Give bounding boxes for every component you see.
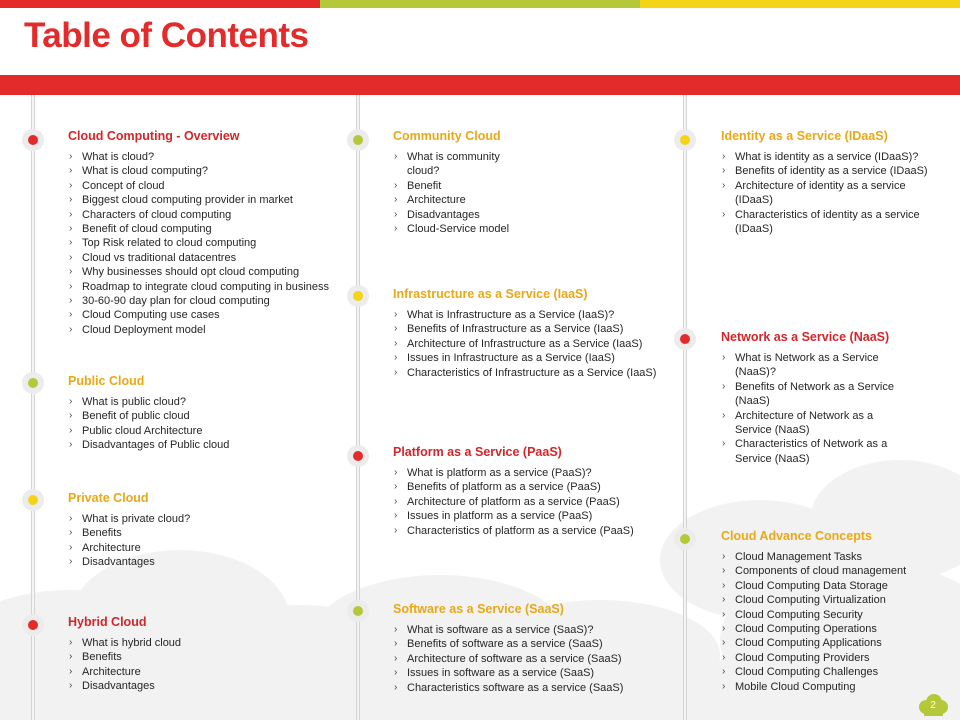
chevron-right-icon: › [722, 551, 726, 562]
chevron-right-icon: › [722, 579, 726, 591]
item-list [68, 636, 338, 694]
chevron-right-icon: › [394, 309, 398, 320]
list-item [721, 579, 946, 593]
chevron-right-icon: › [394, 151, 398, 162]
section-public-cloud [68, 374, 338, 453]
section-private-cloud [68, 491, 338, 570]
list-item [68, 193, 338, 207]
chevron-right-icon: › [69, 637, 73, 648]
list-item-text: Issues in Infrastructure as a Service (IaaS) [407, 352, 615, 365]
section-hybrid-cloud [68, 615, 338, 694]
list-item [68, 323, 338, 337]
list-item-text: Characteristics of Infrastructure as a Service (IaaS) [407, 366, 657, 379]
list-item-text: Benefits of Network as a Service (NaaS) [735, 380, 894, 408]
list-item [721, 437, 911, 466]
list-item-text: What is private cloud? [82, 513, 191, 525]
list-item-text: What is platform as a service (PaaS)? [407, 467, 592, 479]
list-item-text: What is cloud? [82, 151, 155, 163]
chevron-right-icon: › [69, 665, 73, 677]
chevron-right-icon: › [394, 337, 398, 349]
list-item [393, 193, 533, 207]
section-title: Public Cloud [68, 374, 145, 388]
list-item [721, 550, 946, 564]
chevron-right-icon: › [394, 524, 398, 536]
chevron-right-icon: › [722, 380, 726, 392]
section-title: Identity as a Service (IDaaS) [721, 129, 888, 143]
list-item [68, 265, 338, 279]
section-title: Infrastructure as a Service (IaaS) [393, 287, 588, 301]
timeline-dot [347, 129, 369, 151]
timeline-dot [674, 328, 696, 350]
chevron-right-icon: › [394, 681, 398, 693]
chevron-right-icon: › [394, 323, 398, 335]
section-title: Cloud Computing - Overview [68, 129, 240, 143]
list-item [393, 524, 673, 538]
chevron-right-icon: › [69, 396, 73, 407]
section-cloud-advance [721, 529, 946, 694]
list-item [721, 380, 911, 409]
list-item-text: Architecture [407, 194, 466, 207]
list-item-text: Mobile Cloud Computing [735, 680, 856, 693]
list-item-text: Architecture of Network as a Service (NaaS) [735, 409, 874, 437]
list-item-text: Concept of cloud [82, 179, 165, 192]
list-item [721, 208, 946, 237]
list-item-text: What is identity as a service (IDaaS)? [735, 151, 919, 163]
timeline-dot [22, 372, 44, 394]
list-item-text: Cloud Computing Data Storage [735, 579, 888, 592]
chevron-right-icon: › [394, 652, 398, 664]
list-item [721, 593, 946, 607]
chevron-right-icon: › [394, 194, 398, 206]
list-item [68, 665, 338, 679]
list-item-text: Public cloud Architecture [82, 424, 203, 437]
chevron-right-icon: › [722, 651, 726, 663]
list-item-text: Disadvantages [82, 556, 155, 569]
list-item-text: Architecture [82, 541, 141, 554]
list-item [68, 150, 338, 164]
list-item-text: Architecture [82, 665, 141, 678]
chevron-right-icon: › [722, 409, 726, 421]
list-item-text: Characteristics of identity as a service (IDaaS) [735, 208, 920, 236]
list-item-text: Architecture of Infrastructure as a Service (IaaS) [407, 337, 643, 350]
chevron-right-icon: › [722, 666, 726, 678]
chevron-right-icon: › [69, 280, 73, 292]
timeline-dot [674, 528, 696, 550]
chevron-right-icon: › [394, 223, 398, 235]
list-item-text: Cloud Computing Providers [735, 651, 870, 664]
list-item-text: Issues in software as a service (SaaS) [407, 667, 595, 680]
list-item [393, 308, 673, 322]
list-item [68, 179, 338, 193]
list-item [721, 179, 946, 208]
list-item-text: Architecture of identity as a service (IDaaS) [735, 179, 906, 207]
section-iaas [393, 287, 673, 380]
list-item-text: What is software as a service (SaaS)? [407, 624, 594, 636]
list-item-text: 30-60-90 day plan for cloud computing [82, 295, 270, 308]
section-paas [393, 445, 673, 538]
list-item [393, 322, 673, 336]
chevron-right-icon: › [69, 410, 73, 422]
section-naas [721, 330, 911, 466]
list-item-text: Architecture of platform as a service (PaaS) [407, 495, 620, 508]
page-number-badge [916, 692, 950, 718]
timeline-dot [347, 285, 369, 307]
list-item [721, 665, 946, 679]
chevron-right-icon: › [394, 667, 398, 679]
list-item [721, 636, 946, 650]
list-item [721, 608, 946, 622]
timeline-line-right [683, 95, 687, 720]
list-item-text: What is Network as a Service (NaaS)? [735, 352, 879, 379]
chevron-right-icon: › [69, 295, 73, 307]
list-item [68, 308, 338, 322]
list-item [721, 409, 911, 438]
list-item-text: Cloud-Service model [407, 223, 510, 236]
list-item-text: Characteristics of Network as a Service (NaaS) [735, 438, 888, 465]
section-title: Private Cloud [68, 491, 149, 505]
list-item-text: Cloud Computing use cases [82, 309, 220, 322]
chevron-right-icon: › [69, 323, 73, 335]
list-item [393, 466, 673, 480]
chevron-right-icon: › [69, 179, 73, 191]
list-item-text: Roadmap to integrate cloud computing in business [82, 280, 330, 293]
list-item [68, 251, 338, 265]
chevron-right-icon: › [69, 251, 73, 263]
timeline-dot [22, 489, 44, 511]
section-saas [393, 602, 673, 695]
list-item [393, 337, 673, 351]
chevron-right-icon: › [69, 651, 73, 663]
list-item [68, 438, 338, 452]
list-item-text: Biggest cloud computing provider in market [82, 194, 293, 207]
list-item-text: Characteristics of platform as a service (PaaS) [407, 524, 634, 537]
list-item [721, 351, 911, 380]
chevron-right-icon: › [394, 638, 398, 650]
timeline-dot [347, 445, 369, 467]
list-item [393, 480, 673, 494]
chevron-right-icon: › [394, 208, 398, 220]
list-item [68, 280, 338, 294]
list-item [393, 637, 673, 651]
chevron-right-icon: › [722, 594, 726, 606]
chevron-right-icon: › [722, 608, 726, 620]
timeline-dot [674, 129, 696, 151]
chevron-right-icon: › [394, 352, 398, 364]
list-item [68, 395, 338, 409]
list-item [721, 622, 946, 636]
timeline-dot [22, 614, 44, 636]
list-item [68, 409, 338, 423]
chevron-right-icon: › [69, 194, 73, 206]
chevron-right-icon: › [69, 165, 73, 177]
item-list [721, 150, 946, 236]
page-number: 2 [930, 700, 936, 711]
item-list [721, 351, 911, 466]
list-item-text: Characteristics software as a service (SaaS) [407, 681, 624, 694]
chevron-right-icon: › [722, 680, 726, 692]
list-item [721, 651, 946, 665]
list-item [68, 679, 338, 693]
chevron-right-icon: › [394, 467, 398, 478]
list-item-text: Benefits [82, 651, 122, 664]
list-item [393, 666, 673, 680]
list-item-text: Benefit of cloud computing [82, 223, 212, 236]
section-title: Platform as a Service (PaaS) [393, 445, 562, 459]
list-item-text: Benefit of public cloud [82, 410, 190, 423]
chevron-right-icon: › [69, 309, 73, 321]
timeline-dot [22, 129, 44, 151]
list-item-text: Cloud Deployment model [82, 323, 206, 336]
chevron-right-icon: › [722, 151, 726, 162]
list-item-text: What is cloud computing? [82, 165, 208, 178]
list-item [393, 681, 673, 695]
list-item [68, 512, 338, 526]
chevron-right-icon: › [69, 556, 73, 568]
item-list [393, 150, 533, 236]
chevron-right-icon: › [722, 438, 726, 450]
list-item [393, 495, 673, 509]
section-idaas [721, 129, 946, 236]
list-item [68, 236, 338, 250]
section-title: Network as a Service (NaaS) [721, 330, 890, 344]
list-item-text: Why businesses should opt cloud computing [82, 266, 300, 279]
chevron-right-icon: › [394, 495, 398, 507]
list-item [393, 366, 673, 380]
list-item-text: Top Risk related to cloud computing [82, 237, 257, 250]
timeline-line-middle [356, 95, 360, 720]
chevron-right-icon: › [69, 527, 73, 539]
list-item-text: Disadvantages [407, 208, 480, 221]
list-item [68, 555, 338, 569]
list-item [393, 150, 533, 179]
chevron-right-icon: › [69, 237, 73, 249]
chevron-right-icon: › [69, 266, 73, 278]
list-item [721, 150, 946, 164]
item-list [393, 623, 673, 695]
list-item [68, 636, 338, 650]
section-community-cloud [393, 129, 533, 236]
item-list [68, 150, 338, 337]
list-item-text: Cloud Computing Challenges [735, 666, 879, 679]
chevron-right-icon: › [69, 513, 73, 524]
list-item-text: Issues in platform as a service (PaaS) [407, 510, 593, 523]
list-item-text: Cloud vs traditional datacentres [82, 251, 237, 264]
list-item [68, 294, 338, 308]
list-item-text: Cloud Management Tasks [735, 551, 862, 563]
chevron-right-icon: › [69, 223, 73, 235]
list-item-text: Cloud Computing Applications [735, 637, 882, 650]
list-item [721, 164, 946, 178]
chevron-right-icon: › [722, 165, 726, 177]
list-item [393, 623, 673, 637]
list-item-text: Benefits of software as a service (SaaS) [407, 638, 603, 651]
list-item-text: Benefits [82, 527, 122, 540]
section-title: Cloud Advance Concepts [721, 529, 872, 543]
chevron-right-icon: › [69, 680, 73, 692]
chevron-right-icon: › [69, 439, 73, 451]
list-item-text: Benefits of Infrastructure as a Service (IaaS) [407, 323, 624, 336]
list-item-text: What is public cloud? [82, 396, 186, 408]
item-list [68, 395, 338, 453]
chevron-right-icon: › [722, 179, 726, 191]
chevron-right-icon: › [722, 565, 726, 577]
chevron-right-icon: › [394, 510, 398, 522]
list-item [721, 680, 946, 694]
list-item [68, 541, 338, 555]
chevron-right-icon: › [69, 541, 73, 553]
list-item [393, 351, 673, 365]
list-item-text: Disadvantages [82, 680, 155, 693]
section-cloud-overview [68, 129, 338, 337]
list-item-text: Cloud Computing Operations [735, 623, 877, 636]
list-item [68, 222, 338, 236]
list-item-text: Disadvantages of Public cloud [82, 439, 230, 452]
list-item [393, 179, 533, 193]
list-item-text: Characters of cloud computing [82, 208, 232, 221]
list-item-text: Benefits of identity as a service (IDaaS) [735, 165, 928, 178]
list-item-text: Architecture of software as a service (SaaS) [407, 652, 622, 665]
list-item [393, 208, 533, 222]
chevron-right-icon: › [722, 623, 726, 635]
list-item [721, 564, 946, 578]
chevron-right-icon: › [722, 352, 726, 363]
list-item-text: Components of cloud management [735, 565, 907, 578]
item-list [68, 512, 338, 570]
item-list [721, 550, 946, 694]
section-title: Community Cloud [393, 129, 501, 143]
list-item [68, 650, 338, 664]
chevron-right-icon: › [394, 179, 398, 191]
list-item [68, 164, 338, 178]
list-item [68, 208, 338, 222]
list-item [393, 652, 673, 666]
list-item-text: What is Infrastructure as a Service (IaaS)? [407, 309, 615, 321]
list-item-text: Cloud Computing Security [735, 608, 863, 621]
chevron-right-icon: › [69, 208, 73, 220]
list-item-text: Benefit [407, 179, 442, 192]
chevron-right-icon: › [722, 637, 726, 649]
chevron-right-icon: › [394, 481, 398, 493]
list-item-text: What is hybrid cloud [82, 637, 182, 649]
item-list [393, 466, 673, 538]
chevron-right-icon: › [394, 624, 398, 635]
chevron-right-icon: › [69, 151, 73, 162]
page-title: Table of Contents [24, 16, 309, 55]
list-item-text: Benefits of platform as a service (PaaS) [407, 481, 601, 494]
item-list [393, 308, 673, 380]
timeline-dot [347, 600, 369, 622]
list-item [393, 222, 533, 236]
chevron-right-icon: › [722, 208, 726, 220]
list-item-text: Cloud Computing Virtualization [735, 594, 886, 607]
chevron-right-icon: › [69, 424, 73, 436]
list-item-text: What is community cloud? [407, 151, 500, 178]
list-item [68, 424, 338, 438]
list-item [393, 509, 673, 523]
section-title: Software as a Service (SaaS) [393, 602, 564, 616]
section-title: Hybrid Cloud [68, 615, 147, 629]
chevron-right-icon: › [394, 366, 398, 378]
list-item [68, 526, 338, 540]
